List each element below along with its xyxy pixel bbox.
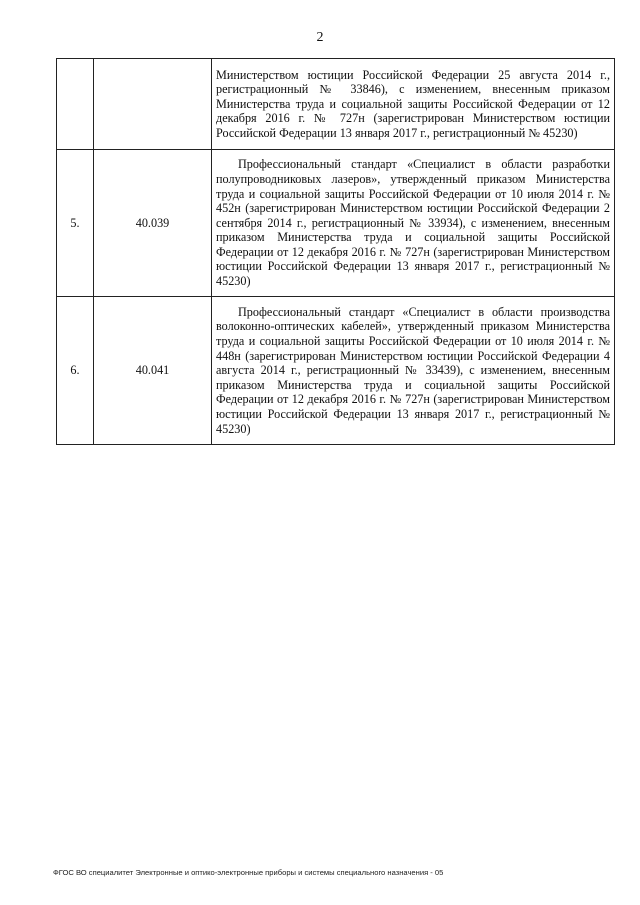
standard-code-cell: 40.039 xyxy=(94,150,212,297)
standard-description-cell xyxy=(212,150,615,297)
table-row xyxy=(57,150,615,297)
standard-code-cell xyxy=(94,59,212,150)
page-number: 2 xyxy=(316,30,324,45)
table-row xyxy=(57,297,615,445)
standard-description-text: Профессиональный стандарт «Специалист в области разработки полупроводниковых лазеров», утвержденный приказом Министерства труда и социальной защиты Российской Федерации от 10 июля 2014 г. № 452н (зарегистрирован Министерством юстиции Российской Федерации 2 сентября 2014 г., регистрационный № 33934), с изменением, внесенным приказом Министерства труда и социальной защиты Российской Федерации от 12 декабря 2016 г. № 727н (зарегистрирован Министерством юстиции Российской Федерации 13 января 2017 г., регистрационный № 45230) xyxy=(216,157,610,289)
row-number-cell: 6. xyxy=(57,297,94,445)
row-number-cell xyxy=(57,59,94,150)
standard-description-text: Министерством юстиции Российской Федерации 25 августа 2014 г., регистрационный № 33846), с изменением, внесенным приказом Министерства труда и социальной защиты Российской Федерации от 12 декабря 2016 г. № 727н (зарегистрирован Министерством юстиции Российской Федерации 13 января 2017 г., регистрационный № 45230) xyxy=(216,67,610,140)
standard-description-cell xyxy=(212,297,615,445)
table-row xyxy=(57,59,615,150)
professional-standards-table xyxy=(56,58,615,445)
standard-description-cell xyxy=(212,59,615,150)
standard-code-cell: 40.041 xyxy=(94,297,212,445)
standard-description-text: Профессиональный стандарт «Специалист в области производства волоконно-оптических кабелей», утвержденный приказом Министерства труда и социальной защиты Российской Федерации от 10 июля 2014 г. № 448н (зарегистрирован Министерством юстиции Российской Федерации 4 августа 2014 г., регистрационный № 33439), с изменением, внесенным приказом Министерства труда и социальной защиты Российской Федерации от 12 декабря 2016 г. № 727н (зарегистрирован Министерством юстиции Российской Федерации 13 января 2017 г., регистрационный № 45230) xyxy=(216,304,610,436)
document-footer: ФГОС ВО специалитет Электронные и оптико-электронные приборы и системы специального назначения - 05 xyxy=(53,868,444,877)
row-number-cell: 5. xyxy=(57,150,94,297)
